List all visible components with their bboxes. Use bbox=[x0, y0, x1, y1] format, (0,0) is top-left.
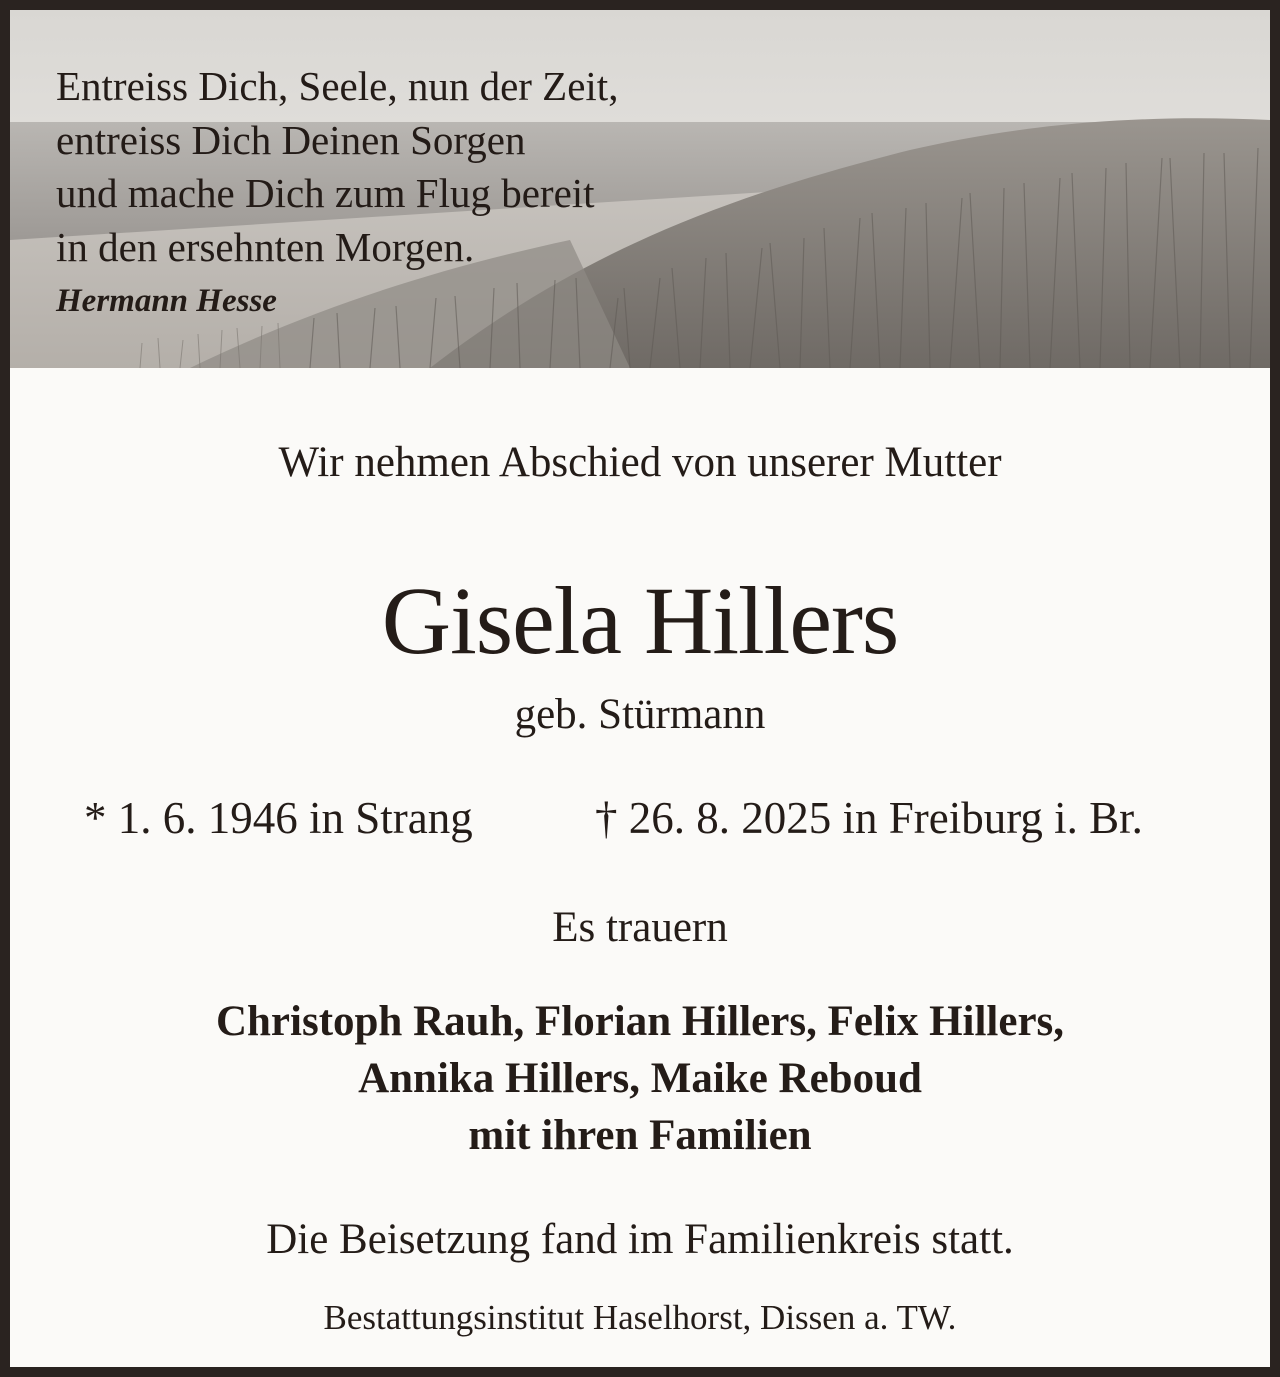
poem-quote bbox=[56, 60, 618, 326]
death-date: † 26. 8. 2025 in Freiburg i. Br. bbox=[595, 793, 1143, 843]
poem-author: Hermann Hesse bbox=[56, 283, 277, 319]
poem-line: in den ersehnten Morgen. bbox=[56, 223, 475, 270]
farewell-intro: Wir nehmen Abschied von unserer Mutter bbox=[278, 439, 1002, 486]
maiden-name: geb. Stürmann bbox=[514, 691, 766, 738]
mourners-line: mit ihren Familien bbox=[468, 1112, 812, 1159]
mourners-line: Annika Hillers, Maike Reboud bbox=[358, 1055, 922, 1102]
mourners-line: Christoph Rauh, Florian Hillers, Felix Hillers, bbox=[215, 998, 1065, 1045]
undertaker: Bestattungsinstitut Haselhorst, Dissen a. TW. bbox=[323, 1298, 957, 1337]
poem-line: und mache Dich zum Flug bereit bbox=[56, 170, 595, 216]
header-photo bbox=[10, 10, 1270, 368]
burial-note: Die Beisetzung fand im Familienkreis statt. bbox=[266, 1216, 1014, 1263]
birth-date: * 1. 6. 1946 in Strang bbox=[84, 793, 473, 843]
poem-line: Entreiss Dich, Seele, nun der Zeit, bbox=[56, 63, 619, 109]
poem-line: entreiss Dich Deinen Sorgen bbox=[56, 116, 526, 163]
mourners-heading: Es trauern bbox=[552, 904, 728, 951]
deceased-name: Gisela Hillers bbox=[381, 567, 899, 674]
mourners-list bbox=[10, 993, 1270, 1164]
